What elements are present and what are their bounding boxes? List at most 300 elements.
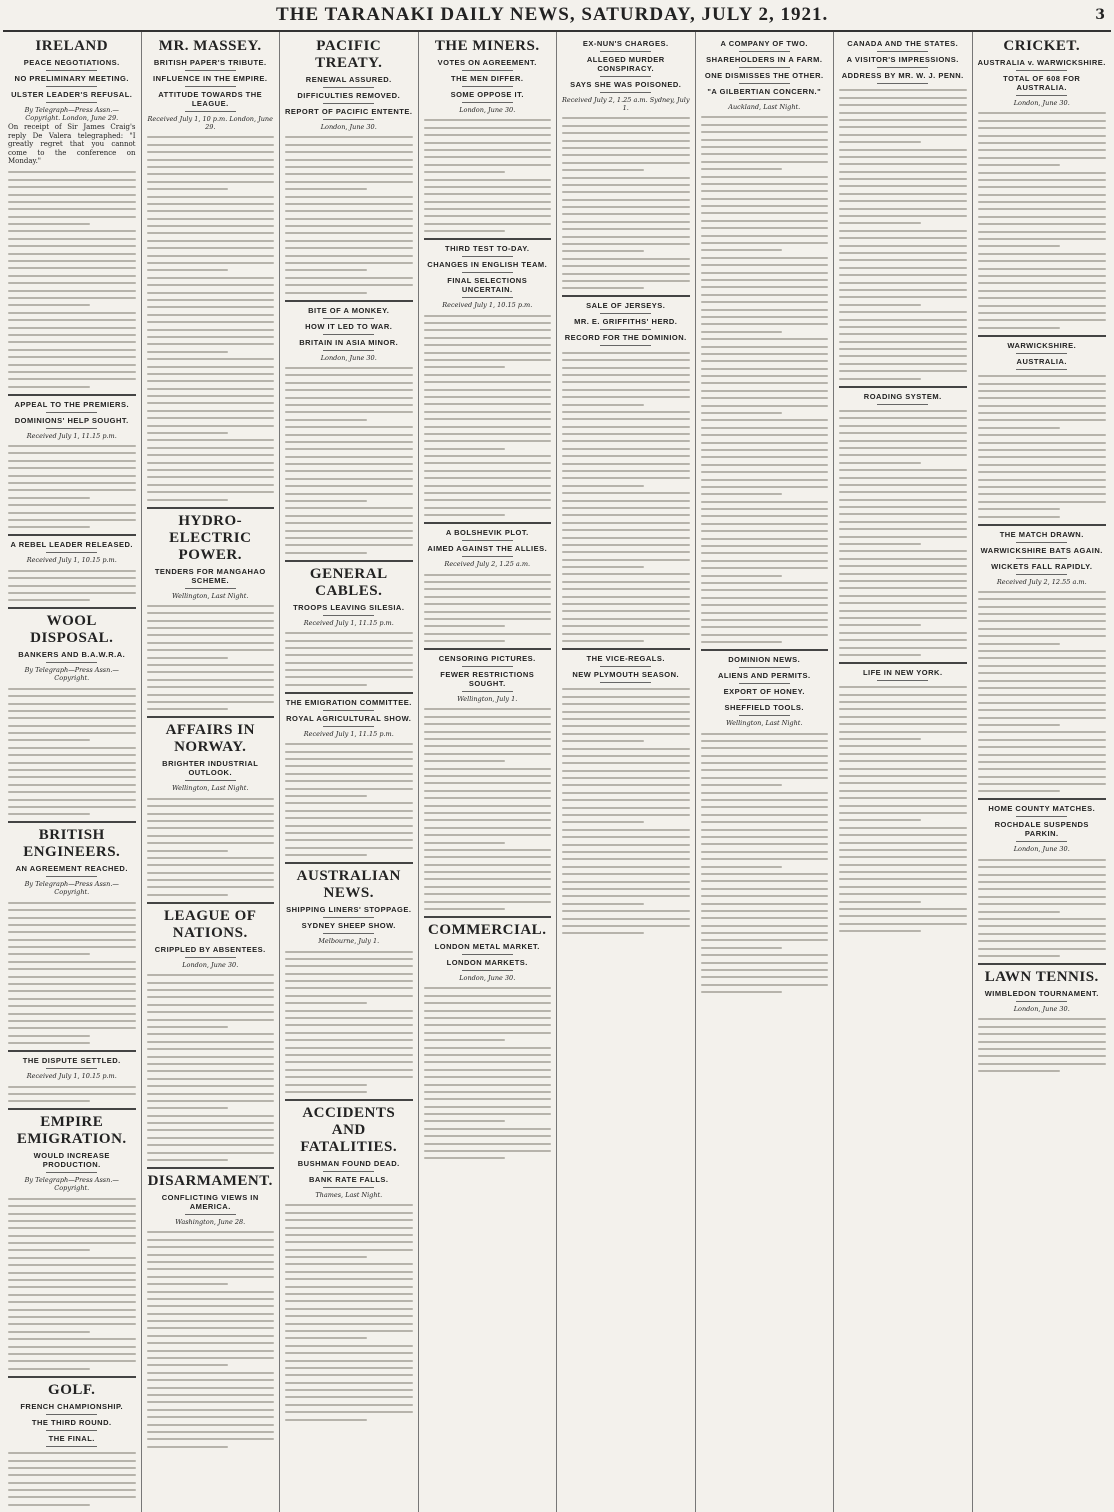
article-subheading: RECORD FOR THE DOMINION.: [564, 333, 687, 343]
heading-rule: [600, 682, 651, 683]
body-text-lines: [701, 733, 829, 994]
article-subheading: APPEAL TO THE PREMIERS.: [14, 399, 130, 409]
heading-rule: [462, 691, 513, 692]
article-heading: THE MINERS.: [434, 38, 540, 54]
article-subheading: EXPORT OF HONEY.: [723, 687, 805, 697]
article: [8, 534, 136, 601]
article-heading: CRICKET.: [1003, 38, 1081, 54]
article-dateline: Received July 2, 1.25 a.m.: [444, 560, 531, 569]
article-subheading: CENSORING PICTURES.: [438, 654, 536, 664]
article-divider: [8, 1376, 136, 1378]
article-dateline: London, June 30.: [459, 974, 516, 983]
article-subheading: THE MEN DIFFER.: [451, 74, 524, 83]
article-subheading: FINAL SELECTIONS UNCERTAIN.: [447, 276, 528, 295]
heading-rule: [46, 102, 97, 103]
heading-rule: [1016, 70, 1067, 71]
article-heading: IRELAND: [35, 38, 109, 54]
heading-rule: [1016, 542, 1067, 543]
heading-rule: [323, 103, 374, 104]
article-subheading: A VISITOR'S IMPRESSIONS.: [846, 55, 959, 64]
article: [562, 39, 690, 289]
article-subheading: THE FINAL.: [48, 1433, 95, 1443]
body-text-lines: [839, 686, 967, 932]
body-text-lines: [424, 708, 552, 910]
article-subheading: ATTITUDE TOWARDS THE LEAGUE.: [158, 90, 263, 108]
article-subheading: BANKERS AND B.A.W.R.A.: [18, 650, 126, 660]
column-6: [696, 32, 835, 1512]
article-dateline: Thames, Last Night.: [315, 1190, 383, 1199]
body-text-lines: [424, 574, 552, 643]
article-subheading: SAYS SHE WAS POISONED.: [570, 80, 682, 89]
article-dateline: Wellington, Last Night.: [172, 591, 249, 600]
heading-rule: [600, 666, 651, 667]
article: [978, 798, 1107, 956]
body-text-lines: [8, 902, 136, 1044]
article-subheading: WARWICKSHIRE BATS AGAIN.: [980, 545, 1103, 555]
article-subheading: SALE OF JERSEYS.: [586, 301, 666, 311]
article-subheading: SHEFFIELD TOOLS.: [724, 703, 805, 713]
heading-rule: [185, 111, 236, 112]
article-text: On receipt of Sir James Craig's reply De Valera telegraphed: "I greatly regret that you cannot come to the conference on Monday.": [8, 123, 136, 166]
article-subheading: LONDON MARKETS.: [446, 958, 528, 968]
article: [8, 1108, 136, 1369]
article-divider: [978, 963, 1107, 965]
article-divider: [285, 560, 413, 562]
body-text-lines: [8, 1452, 136, 1506]
article: [424, 648, 552, 910]
body-text-lines: [147, 974, 275, 1161]
heading-rule: [600, 76, 651, 77]
column-4: [419, 32, 558, 1512]
article-divider: [8, 1108, 136, 1110]
article-subheading: THE THIRD ROUND.: [31, 1417, 112, 1427]
article-subheading: NO PRELIMINARY MEETING.: [14, 74, 129, 83]
heading-rule: [462, 970, 513, 971]
article-divider: [147, 1167, 275, 1169]
article-subheading: BRIGHTER INDUSTRIAL OUTLOOK.: [162, 759, 259, 778]
article: [8, 1376, 136, 1506]
article-subheading: WARWICKSHIRE.: [1007, 340, 1077, 350]
article-divider: [424, 648, 552, 650]
body-text-lines: [147, 136, 275, 500]
article: [839, 662, 967, 932]
body-text-lines: [8, 1198, 136, 1370]
heading-rule: [46, 552, 97, 553]
article-dateline: Received July 1, 11.15 p.m.: [303, 618, 394, 627]
article-dateline: Received July 1, 11.15 p.m.: [303, 729, 394, 738]
article: [978, 963, 1107, 1072]
article: [147, 902, 275, 1161]
article: [562, 295, 690, 642]
article-divider: [147, 507, 275, 509]
heading-rule: [600, 92, 651, 93]
article: [424, 522, 552, 642]
article-subheading: FEWER RESTRICTIONS SOUGHT.: [440, 670, 535, 689]
article-subheading: THIRD TEST TO-DAY.: [445, 244, 530, 254]
body-text-lines: [839, 410, 967, 656]
article: [285, 862, 413, 1093]
body-text-lines: [701, 116, 829, 643]
article: [8, 38, 136, 388]
heading-rule: [462, 272, 513, 273]
article-dateline: Wellington, Last Night.: [172, 784, 249, 793]
heading-rule: [739, 699, 790, 700]
article-subheading: DOMINIONS' HELP SOUGHT.: [14, 415, 129, 425]
body-text-lines: [978, 375, 1107, 517]
article-subheading: LIFE IN NEW YORK.: [862, 667, 943, 677]
body-text-lines: [839, 89, 967, 379]
article-divider: [285, 1099, 413, 1101]
article: [147, 38, 275, 501]
body-text-lines: [978, 112, 1107, 328]
heading-rule: [323, 318, 374, 319]
heading-rule: [323, 1171, 374, 1172]
article-subheading: EX-NUN'S CHARGES.: [582, 39, 669, 48]
heading-rule: [739, 67, 790, 68]
article-divider: [424, 916, 552, 918]
article: [147, 1167, 275, 1448]
page-number: 3: [1095, 7, 1105, 23]
heading-rule: [46, 1068, 97, 1069]
body-text-lines: [562, 352, 690, 642]
article-subheading: ADDRESS BY MR. W. J. PENN.: [841, 71, 964, 80]
article-heading: EMPIRE EMIGRATION.: [16, 1114, 127, 1148]
article-subheading: AN AGREEMENT REACHED.: [15, 864, 128, 874]
article-subheading: THE EMIGRATION COMMITTEE.: [285, 697, 412, 707]
heading-rule: [46, 412, 97, 413]
heading-rule: [877, 51, 928, 52]
article: [147, 716, 275, 895]
article-dateline: Received July 1, 11.15 p.m.: [26, 431, 117, 440]
heading-rule: [323, 119, 374, 120]
heading-rule: [739, 715, 790, 716]
article-subheading: MR. E. GRIFFITHS' HERD.: [574, 317, 678, 327]
article-divider: [424, 238, 552, 240]
article-subheading: WIMBLEDON TOURNAMENT.: [984, 988, 1099, 998]
heading-rule: [877, 680, 928, 681]
article-heading: GOLF.: [48, 1381, 96, 1398]
article-divider: [285, 862, 413, 864]
article-dateline: London, June 30.: [1013, 845, 1070, 854]
heading-rule: [1016, 841, 1067, 842]
heading-rule: [877, 404, 928, 405]
body-text-lines: [8, 688, 136, 816]
article-dateline: London, June 30.: [320, 123, 377, 131]
article: [839, 386, 967, 656]
heading-rule: [323, 350, 374, 351]
article-subheading: ROCHDALE SUSPENDS PARKIN.: [994, 820, 1089, 839]
article-subheading: PEACE NEGOTIATIONS.: [23, 58, 120, 67]
heading-rule: [185, 588, 236, 589]
body-text-lines: [8, 1086, 136, 1103]
article-divider: [285, 692, 413, 694]
column-8: [973, 32, 1112, 1512]
heading-rule: [1016, 95, 1067, 96]
body-text-lines: [978, 859, 1107, 957]
column-1: [3, 32, 142, 1512]
heading-rule: [185, 780, 236, 781]
body-text-lines: [424, 315, 552, 517]
article: [285, 1099, 413, 1421]
article-subheading: AIMED AGAINST THE ALLIES.: [427, 544, 548, 554]
body-text-lines: [285, 632, 413, 686]
article-subheading: ALIENS AND PERMITS.: [717, 671, 811, 681]
article-subheading: A REBEL LEADER RELEASED.: [10, 540, 133, 550]
article-divider: [562, 295, 690, 297]
article-heading: HYDRO-ELECTRIC POWER.: [169, 512, 252, 563]
article-subheading: BANK RATE FALLS.: [308, 1174, 389, 1184]
article-subheading: CANADA AND THE STATES.: [847, 39, 959, 48]
article-subheading: VOTES ON AGREEMENT.: [437, 58, 537, 67]
heading-rule: [462, 540, 513, 541]
article-dateline: Received July 2, 12.55 a.m.: [996, 577, 1087, 586]
article-divider: [562, 648, 690, 650]
article-subheading: REPORT OF PACIFIC ENTENTE.: [285, 107, 413, 116]
article-subheading: WICKETS FALL RAPIDLY.: [991, 561, 1093, 571]
article-subheading: BUSHMAN FOUND DEAD.: [297, 1158, 400, 1168]
article: [562, 648, 690, 934]
article-subheading: A COMPANY OF TWO.: [720, 39, 809, 48]
article: [978, 38, 1107, 329]
article-heading: BRITISH ENGINEERS.: [23, 827, 121, 861]
article-subheading: BRITAIN IN ASIA MINOR.: [299, 337, 399, 347]
heading-rule: [462, 954, 513, 955]
heading-rule: [1016, 558, 1067, 559]
article-dateline: Received July 1, 10.15 p.m.: [26, 556, 117, 565]
article-subheading: HOME COUNTY MATCHES.: [988, 804, 1096, 814]
article: [285, 300, 413, 554]
article-subheading: BRITISH PAPER'S TRIBUTE.: [153, 58, 267, 67]
article-divider: [147, 902, 275, 904]
article-heading: LEAGUE OF NATIONS.: [164, 907, 257, 941]
article-heading: ACCIDENTS AND FATALITIES.: [300, 1104, 398, 1155]
article-dateline: Wellington, Last Night.: [726, 719, 803, 728]
masthead-title: THE TARANAKI DAILY NEWS, SATURDAY, JULY 2, 1921.: [276, 4, 829, 25]
article-dateline: London, June 30.: [1013, 99, 1070, 107]
article-dateline: By Telegraph—Press Assn.—Copyright.: [24, 1176, 119, 1193]
article-subheading: INFLUENCE IN THE EMPIRE.: [152, 74, 268, 83]
heading-rule: [739, 51, 790, 52]
article-subheading: SYDNEY SHEEP SHOW.: [301, 921, 396, 931]
article-dateline: Received July 1, 10.15 p.m.: [442, 301, 533, 310]
article-dateline: London, June 30.: [1013, 1004, 1070, 1013]
article-divider: [701, 649, 829, 651]
article-subheading: SHAREHOLDERS IN A FARM.: [706, 55, 823, 64]
heading-rule: [323, 726, 374, 727]
article: [978, 335, 1107, 518]
heading-rule: [185, 957, 236, 958]
column-7: [834, 32, 973, 1512]
heading-rule: [600, 329, 651, 330]
heading-rule: [877, 67, 928, 68]
article-heading: WOOL DISPOSAL.: [30, 613, 114, 647]
article: [8, 607, 136, 815]
heading-rule: [46, 1430, 97, 1431]
article-subheading: CONFLICTING VIEWS IN AMERICA.: [161, 1193, 259, 1212]
article-subheading: THE MATCH DRAWN.: [999, 529, 1084, 539]
heading-rule: [323, 933, 374, 934]
article-dateline: Washington, June 28.: [175, 1218, 246, 1227]
heading-rule: [323, 710, 374, 711]
article-dateline: Wellington, July 1.: [457, 695, 518, 704]
article-subheading: TROOPS LEAVING SILESIA.: [293, 602, 405, 612]
heading-rule: [46, 1446, 97, 1447]
article-subheading: ALLEGED MURDER CONSPIRACY.: [586, 55, 665, 73]
article-dateline: London, June 30.: [320, 353, 377, 362]
article: [8, 1050, 136, 1102]
article-subheading: AUSTRALIA.: [1016, 356, 1067, 366]
body-text-lines: [285, 743, 413, 856]
article-subheading: WOULD INCREASE PRODUCTION.: [33, 1151, 110, 1170]
article-subheading: TOTAL OF 608 FOR AUSTRALIA.: [1003, 74, 1081, 92]
heading-rule: [600, 313, 651, 314]
heading-rule: [46, 70, 97, 71]
article-subheading: ONE DISMISSES THE OTHER.: [704, 71, 824, 80]
article-heading: MR. MASSEY.: [158, 38, 262, 54]
article-subheading: A BOLSHEVIK PLOT.: [445, 528, 529, 538]
article-divider: [839, 662, 967, 664]
article-dateline: London, June 30.: [182, 960, 239, 969]
heading-rule: [739, 83, 790, 84]
article-subheading: BITE OF A MONKEY.: [308, 305, 390, 315]
heading-rule: [1016, 369, 1067, 370]
article-subheading: TENDERS FOR MANGAHAO SCHEME.: [154, 566, 266, 585]
article-subheading: SHIPPING LINERS' STOPPAGE.: [286, 905, 412, 915]
column-5: [557, 32, 696, 1512]
article-dateline: By Telegraph—Press Assn.—Copyright.: [24, 880, 119, 897]
article-dateline: Received July 2, 1.25 a.m. Sydney, July 1.: [562, 96, 690, 112]
article-divider: [8, 394, 136, 396]
article: [424, 916, 552, 1159]
heading-rule: [600, 345, 651, 346]
article-subheading: FRENCH CHAMPIONSHIP.: [20, 1401, 124, 1411]
heading-rule: [1016, 816, 1067, 817]
heading-rule: [462, 102, 513, 103]
heading-rule: [462, 556, 513, 557]
masthead: [3, 0, 1111, 32]
article-dateline: By Telegraph—Press Assn.—Copyright. London, June 29.: [24, 106, 119, 122]
article: [147, 507, 275, 711]
article-subheading: ULSTER LEADER'S REFUSAL.: [11, 90, 133, 99]
article: [978, 524, 1107, 793]
article-subheading: CRIPPLED BY ABSENTEES.: [154, 944, 266, 954]
article-divider: [8, 607, 136, 609]
article: [285, 560, 413, 686]
body-text-lines: [285, 367, 413, 554]
article-subheading: AUSTRALIA v. WARWICKSHIRE.: [977, 58, 1106, 67]
article-divider: [285, 300, 413, 302]
article-heading: AUSTRALIAN NEWS.: [296, 868, 401, 902]
heading-rule: [600, 51, 651, 52]
body-text-lines: [147, 798, 275, 896]
article: [701, 649, 829, 993]
column-3: [280, 32, 419, 1512]
heading-rule: [185, 70, 236, 71]
article-heading: PACIFIC TREATY.: [315, 38, 383, 71]
heading-rule: [1016, 353, 1067, 354]
body-text-lines: [978, 591, 1107, 793]
article-subheading: ROADING SYSTEM.: [863, 391, 942, 401]
article-dateline: Auckland, Last Night.: [728, 103, 801, 111]
heading-rule: [1016, 574, 1067, 575]
column-2: [142, 32, 281, 1512]
heading-rule: [1016, 1001, 1067, 1002]
heading-rule: [323, 334, 374, 335]
heading-rule: [46, 876, 97, 877]
heading-rule: [462, 666, 513, 667]
article-subheading: LONDON METAL MARKET.: [434, 942, 540, 952]
article-subheading: DIFFICULTIES REMOVED.: [297, 91, 401, 100]
heading-rule: [46, 1414, 97, 1415]
article-heading: COMMERCIAL.: [428, 922, 547, 939]
body-text-lines: [562, 117, 690, 289]
article-divider: [147, 716, 275, 718]
article: [285, 38, 413, 294]
heading-rule: [46, 1172, 97, 1173]
body-text-lines: [285, 136, 413, 293]
article: [8, 821, 136, 1044]
article-dateline: London, June 30.: [459, 106, 516, 114]
heading-rule: [323, 1187, 374, 1188]
article-heading: LAWN TENNIS.: [984, 968, 1099, 985]
article-divider: [8, 821, 136, 823]
heading-rule: [323, 917, 374, 918]
article: [839, 39, 967, 380]
article-divider: [978, 335, 1107, 337]
article-dateline: Received July 1, 10 p.m. London, June 29.: [147, 115, 273, 131]
article: [8, 394, 136, 529]
body-text-lines: [8, 570, 136, 602]
heading-rule: [462, 297, 513, 298]
heading-rule: [46, 86, 97, 87]
article-dateline: Melbourne, July 1.: [318, 937, 380, 946]
heading-rule: [877, 83, 928, 84]
article-divider: [978, 524, 1107, 526]
article-subheading: NEW PLYMOUTH SEASON.: [572, 670, 680, 679]
article-heading: DISARMAMENT.: [147, 1173, 273, 1190]
article-divider: [8, 1050, 136, 1052]
body-text-lines: [285, 1204, 413, 1420]
heading-rule: [739, 667, 790, 668]
article-heading: GENERAL CABLES.: [309, 565, 388, 599]
article-subheading: "A GILBERTIAN CONCERN.": [707, 87, 822, 96]
heading-rule: [185, 1214, 236, 1215]
heading-rule: [462, 70, 513, 71]
heading-rule: [739, 683, 790, 684]
article-subheading: ROYAL AGRICULTURAL SHOW.: [286, 713, 412, 723]
body-text-lines: [424, 119, 552, 232]
article-divider: [978, 798, 1107, 800]
body-text-lines: [285, 951, 413, 1093]
article-subheading: CHANGES IN ENGLISH TEAM.: [427, 260, 548, 270]
article-heading: AFFAIRS IN NORWAY.: [165, 722, 255, 756]
heading-rule: [462, 86, 513, 87]
columns: [3, 32, 1111, 1443]
heading-rule: [46, 662, 97, 663]
body-text-lines: [8, 171, 136, 387]
article-subheading: SOME OPPOSE IT.: [450, 90, 524, 99]
heading-rule: [462, 256, 513, 257]
article-divider: [8, 534, 136, 536]
article: [701, 39, 829, 643]
body-text-lines: [978, 1018, 1107, 1072]
heading-rule: [46, 428, 97, 429]
heading-rule: [185, 86, 236, 87]
article-subheading: THE DISPUTE SETTLED.: [22, 1056, 121, 1066]
article-subheading: RENEWAL ASSURED.: [305, 75, 392, 84]
article-subheading: HOW IT LED TO WAR.: [305, 321, 393, 331]
article: [285, 692, 413, 856]
